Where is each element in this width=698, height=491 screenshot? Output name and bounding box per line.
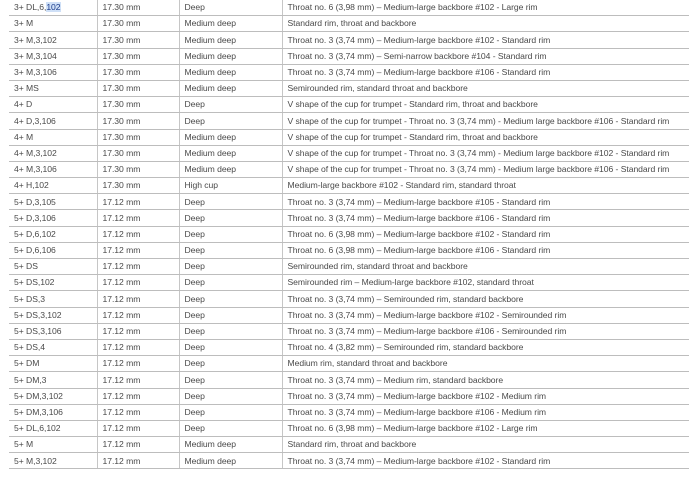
description-cell[interactable]: Throat no. 6 (3,98 mm) – Medium-large backbore #102 - Large rim bbox=[282, 420, 689, 436]
depth-cell[interactable]: Deep bbox=[179, 339, 282, 355]
diameter-cell[interactable]: 17.12 mm bbox=[97, 210, 179, 226]
diameter-cell[interactable]: 17.12 mm bbox=[97, 388, 179, 404]
diameter-cell[interactable]: 17.30 mm bbox=[97, 80, 179, 96]
depth-cell[interactable]: Deep bbox=[179, 307, 282, 323]
model-cell[interactable]: 5+ DL,6,102 bbox=[9, 420, 97, 436]
diameter-cell[interactable]: 17.12 mm bbox=[97, 453, 179, 469]
depth-cell[interactable]: Deep bbox=[179, 242, 282, 258]
model-cell[interactable]: 4+ H,102 bbox=[9, 178, 97, 194]
description-cell[interactable]: Throat no. 3 (3,74 mm) – Medium-large backbore #106 - Standard rim bbox=[282, 64, 689, 80]
diameter-cell[interactable]: 17.30 mm bbox=[97, 178, 179, 194]
diameter-cell[interactable]: 17.30 mm bbox=[97, 16, 179, 32]
depth-cell[interactable]: Deep bbox=[179, 291, 282, 307]
table-row bbox=[9, 339, 689, 355]
model-cell[interactable]: 4+ M bbox=[9, 129, 97, 145]
diameter-cell[interactable]: 17.30 mm bbox=[97, 113, 179, 129]
description-cell[interactable]: Semirounded rim – Medium-large backbore #102, standard throat bbox=[282, 275, 689, 291]
description-cell[interactable]: V shape of the cup for trumpet - Throat no. 3 (3,74 mm) - Medium large backbore #106 - Standard rim bbox=[282, 161, 689, 177]
table-row bbox=[9, 129, 689, 145]
model-cell[interactable]: 5+ DS,4 bbox=[9, 339, 97, 355]
diameter-cell[interactable]: 17.30 mm bbox=[97, 145, 179, 161]
diameter-cell[interactable]: 17.12 mm bbox=[97, 291, 179, 307]
diameter-cell[interactable]: 17.12 mm bbox=[97, 323, 179, 339]
diameter-cell[interactable]: 17.12 mm bbox=[97, 307, 179, 323]
table-row bbox=[9, 178, 689, 194]
description-cell[interactable]: Semirounded rim, standard throat and backbore bbox=[282, 80, 689, 96]
model-cell[interactable] bbox=[9, 0, 97, 16]
description-cell[interactable]: Throat no. 6 (3,98 mm) – Medium-large backbore #102 - Standard rim bbox=[282, 226, 689, 242]
table-row bbox=[9, 437, 689, 453]
model-cell[interactable]: 5+ DM,3 bbox=[9, 372, 97, 388]
model-cell[interactable]: 5+ D,3,106 bbox=[9, 210, 97, 226]
depth-cell[interactable]: Deep bbox=[179, 226, 282, 242]
depth-cell[interactable]: Medium deep bbox=[179, 453, 282, 469]
diameter-cell[interactable]: 17.30 mm bbox=[97, 64, 179, 80]
model-cell[interactable]: 3+ M,3,106 bbox=[9, 64, 97, 80]
table-row bbox=[9, 388, 689, 404]
description-cell[interactable]: Throat no. 3 (3,74 mm) – Medium-large backbore #102 - Medium rim bbox=[282, 388, 689, 404]
depth-cell[interactable]: High cup bbox=[179, 178, 282, 194]
description-cell[interactable]: Throat no. 4 (3,82 mm) – Semirounded rim, standard backbore bbox=[282, 339, 689, 355]
description-cell[interactable]: Throat no. 6 (3,98 mm) – Medium-large backbore #102 - Large rim bbox=[282, 0, 689, 16]
depth-cell[interactable]: Deep bbox=[179, 356, 282, 372]
table-row bbox=[9, 420, 689, 436]
description-cell[interactable]: Throat no. 3 (3,74 mm) – Medium rim, standard backbore bbox=[282, 372, 689, 388]
description-cell[interactable]: Throat no. 3 (3,74 mm) – Medium-large backbore #102 - Semirounded rim bbox=[282, 307, 689, 323]
table-row bbox=[9, 48, 689, 64]
description-cell[interactable]: V shape of the cup for trumpet - Throat no. 3 (3,74 mm) - Medium large backbore #106 - Standard rim bbox=[282, 113, 689, 129]
model-cell[interactable]: 5+ D,6,102 bbox=[9, 226, 97, 242]
depth-cell[interactable]: Deep bbox=[179, 97, 282, 113]
depth-cell[interactable]: Deep bbox=[179, 420, 282, 436]
diameter-cell[interactable]: 17.30 mm bbox=[97, 48, 179, 64]
depth-cell[interactable]: Medium deep bbox=[179, 80, 282, 96]
depth-cell[interactable]: Medium deep bbox=[179, 161, 282, 177]
depth-cell[interactable]: Deep bbox=[179, 113, 282, 129]
depth-cell[interactable]: Medium deep bbox=[179, 32, 282, 48]
model-cell[interactable]: 5+ M,3,102 bbox=[9, 453, 97, 469]
diameter-cell[interactable]: 17.12 mm bbox=[97, 194, 179, 210]
table-row bbox=[9, 356, 689, 372]
table-row bbox=[9, 242, 689, 258]
depth-cell[interactable]: Medium deep bbox=[179, 64, 282, 80]
depth-cell[interactable]: Deep bbox=[179, 0, 282, 16]
model-cell[interactable]: 5+ DM,3,106 bbox=[9, 404, 97, 420]
depth-cell[interactable]: Medium deep bbox=[179, 48, 282, 64]
model-cell[interactable]: 4+ M,3,102 bbox=[9, 145, 97, 161]
model-cell[interactable]: 5+ DS,3,102 bbox=[9, 307, 97, 323]
diameter-cell[interactable]: 17.12 mm bbox=[97, 372, 179, 388]
description-cell[interactable]: Throat no. 6 (3,98 mm) – Medium-large backbore #106 - Standard rim bbox=[282, 242, 689, 258]
diameter-cell[interactable]: 17.30 mm bbox=[97, 32, 179, 48]
table-row bbox=[9, 323, 689, 339]
depth-cell[interactable]: Deep bbox=[179, 275, 282, 291]
table-row bbox=[9, 453, 689, 469]
description-cell[interactable]: V shape of the cup for trumpet - Standard rim, throat and backbore bbox=[282, 97, 689, 113]
model-cell[interactable]: 5+ DM,3,102 bbox=[9, 388, 97, 404]
description-cell[interactable]: Throat no. 3 (3,74 mm) – Medium-large backbore #106 - Semirounded rim bbox=[282, 323, 689, 339]
depth-cell[interactable]: Deep bbox=[179, 210, 282, 226]
model-cell[interactable]: 5+ DS,3 bbox=[9, 291, 97, 307]
description-cell[interactable]: V shape of the cup for trumpet - Standard rim, throat and backbore bbox=[282, 129, 689, 145]
table-row bbox=[9, 275, 689, 291]
model-cell[interactable]: 3+ M,3,104 bbox=[9, 48, 97, 64]
description-cell[interactable]: Throat no. 3 (3,74 mm) – Medium-large backbore #102 - Standard rim bbox=[282, 32, 689, 48]
depth-cell[interactable]: Deep bbox=[179, 323, 282, 339]
table-row bbox=[9, 372, 689, 388]
model-cell[interactable]: 5+ DS bbox=[9, 259, 97, 275]
table-row bbox=[9, 80, 689, 96]
description-cell[interactable]: Medium rim, standard throat and backbore bbox=[282, 356, 689, 372]
model-cell[interactable]: 5+ DS,102 bbox=[9, 275, 97, 291]
diameter-cell[interactable]: 17.12 mm bbox=[97, 242, 179, 258]
mouthpiece-table-body bbox=[9, 0, 689, 469]
depth-cell[interactable]: Deep bbox=[179, 194, 282, 210]
diameter-cell[interactable]: 17.12 mm bbox=[97, 356, 179, 372]
table-row bbox=[9, 113, 689, 129]
diameter-cell[interactable]: 17.12 mm bbox=[97, 437, 179, 453]
diameter-cell[interactable]: 17.12 mm bbox=[97, 226, 179, 242]
model-cell[interactable]: 5+ D,3,105 bbox=[9, 194, 97, 210]
depth-cell[interactable]: Deep bbox=[179, 404, 282, 420]
depth-cell[interactable]: Medium deep bbox=[179, 16, 282, 32]
table-row bbox=[9, 97, 689, 113]
description-cell[interactable]: Standard rim, throat and backbore bbox=[282, 437, 689, 453]
description-cell[interactable]: Throat no. 3 (3,74 mm) – Medium-large backbore #106 - Standard rim bbox=[282, 210, 689, 226]
description-cell[interactable]: V shape of the cup for trumpet - Throat no. 3 (3,74 mm) - Medium large backbore #102 - Standard rim bbox=[282, 145, 689, 161]
table-row bbox=[9, 194, 689, 210]
table-row bbox=[9, 210, 689, 226]
description-cell[interactable]: Throat no. 3 (3,74 mm) – Medium-large backbore #102 - Standard rim bbox=[282, 453, 689, 469]
text-selection-highlight[interactable]: 102 bbox=[46, 2, 61, 13]
table-row bbox=[9, 226, 689, 242]
description-cell[interactable]: Throat no. 3 (3,74 mm) – Semirounded rim, standard backbore bbox=[282, 291, 689, 307]
table-row bbox=[9, 32, 689, 48]
diameter-cell[interactable]: 17.12 mm bbox=[97, 404, 179, 420]
model-cell[interactable]: 5+ DS,3,106 bbox=[9, 323, 97, 339]
table-row bbox=[9, 16, 689, 32]
model-cell[interactable]: 5+ M bbox=[9, 437, 97, 453]
diameter-cell[interactable]: 17.12 mm bbox=[97, 339, 179, 355]
diameter-cell[interactable]: 17.30 mm bbox=[97, 129, 179, 145]
model-cell[interactable]: 3+ M bbox=[9, 16, 97, 32]
diameter-cell[interactable]: 17.12 mm bbox=[97, 275, 179, 291]
diameter-cell[interactable]: 17.30 mm bbox=[97, 97, 179, 113]
diameter-cell[interactable]: 17.30 mm bbox=[97, 161, 179, 177]
description-cell[interactable]: Semirounded rim, standard throat and backbore bbox=[282, 259, 689, 275]
table-row bbox=[9, 145, 689, 161]
table-row bbox=[9, 259, 689, 275]
diameter-cell[interactable]: 17.12 mm bbox=[97, 259, 179, 275]
model-cell[interactable]: 5+ DM bbox=[9, 356, 97, 372]
description-cell[interactable]: Throat no. 3 (3,74 mm) – Semi-narrow backbore #104 - Standard rim bbox=[282, 48, 689, 64]
table-row bbox=[9, 64, 689, 80]
table-row bbox=[9, 307, 689, 323]
description-cell[interactable]: Medium-large backbore #102 - Standard rim, standard throat bbox=[282, 178, 689, 194]
model-cell[interactable]: 3+ M,3,102 bbox=[9, 32, 97, 48]
depth-cell[interactable]: Deep bbox=[179, 388, 282, 404]
description-cell[interactable]: Throat no. 3 (3,74 mm) – Medium-large backbore #106 - Medium rim bbox=[282, 404, 689, 420]
description-cell[interactable]: Standard rim, throat and backbore bbox=[282, 16, 689, 32]
depth-cell[interactable]: Medium deep bbox=[179, 437, 282, 453]
table-row bbox=[9, 161, 689, 177]
description-cell[interactable]: Throat no. 3 (3,74 mm) – Medium-large backbore #105 - Standard rim bbox=[282, 194, 689, 210]
model-cell[interactable]: 4+ D bbox=[9, 97, 97, 113]
table-row bbox=[9, 291, 689, 307]
model-cell[interactable]: 4+ M,3,106 bbox=[9, 161, 97, 177]
model-cell[interactable]: 5+ D,6,106 bbox=[9, 242, 97, 258]
mouthpiece-table bbox=[9, 0, 689, 469]
depth-cell[interactable]: Medium deep bbox=[179, 129, 282, 145]
diameter-cell[interactable]: 17.30 mm bbox=[97, 0, 179, 16]
depth-cell[interactable]: Deep bbox=[179, 259, 282, 275]
model-cell[interactable]: 3+ MS bbox=[9, 80, 97, 96]
table-row bbox=[9, 0, 689, 16]
diameter-cell[interactable]: 17.12 mm bbox=[97, 420, 179, 436]
depth-cell[interactable]: Medium deep bbox=[179, 145, 282, 161]
model-cell[interactable]: 4+ D,3,106 bbox=[9, 113, 97, 129]
depth-cell[interactable]: Deep bbox=[179, 372, 282, 388]
model-text: 3+ DL,6, bbox=[14, 2, 47, 13]
table-row bbox=[9, 404, 689, 420]
